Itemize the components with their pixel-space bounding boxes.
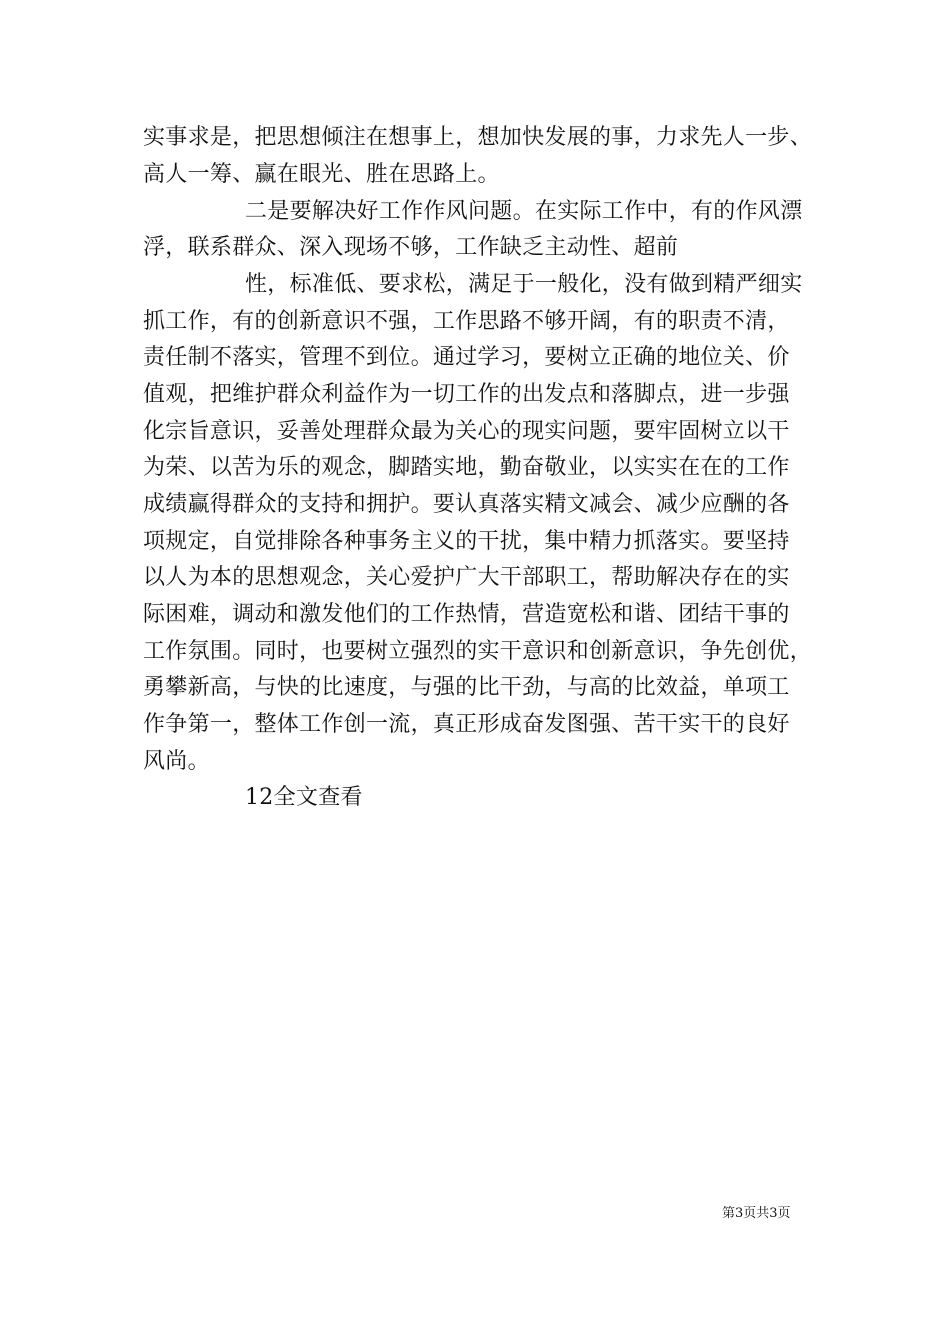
body-line-12: 项规定，自觉排除各种事务主义的干扰，集中精力抓落实。要坚持 bbox=[143, 529, 790, 554]
body-line-14: 际困难，调动和激发他们的工作热情，营造宽松和谐、团结干事的 bbox=[143, 602, 790, 627]
body-line-8: 值观，把维护群众利益作为一切工作的出发点和落脚点，进一步强 bbox=[143, 382, 790, 407]
body-line-13: 以人为本的思想观念，关心爱护广大干部职工，帮助解决存在的实 bbox=[143, 565, 790, 590]
body-line-2: 高人一筹、赢在眼光、胜在思路上。 bbox=[143, 162, 500, 187]
body-line-6: 抓工作，有的创新意识不强，工作思路不够开阔，有的职责不清， bbox=[143, 309, 790, 334]
body-line-4: 浮，联系群众、深入现场不够，工作缺乏主动性、超前 bbox=[143, 235, 679, 260]
page-number: 第3页共3页 bbox=[722, 1206, 791, 1221]
body-line-15: 工作氛围。同时，也要树立强烈的实干意识和创新意识，争先创优， bbox=[143, 639, 813, 664]
read-full-text-link[interactable]: 12全文查看 bbox=[245, 785, 363, 810]
body-line-1: 实事求是，把思想倾注在想事上，想加快发展的事，力求先人一步、 bbox=[143, 125, 813, 150]
body-line-9: 化宗旨意识，妥善处理群众最为关心的现实问题，要牢固树立以干 bbox=[143, 419, 790, 444]
body-line-10: 为荣、以苦为乐的观念，脚踏实地，勤奋敬业，以实实在在的工作 bbox=[143, 455, 790, 480]
body-line-5: 性，标准低、要求松，满足于一般化，没有做到精严细实 bbox=[245, 272, 803, 297]
body-line-17: 作争第一，整体工作创一流，真正形成奋发图强、苦干实干的良好 bbox=[143, 712, 790, 737]
body-line-3: 二是要解决好工作作风问题。在实际工作中，有的作风漂 bbox=[245, 199, 803, 224]
body-line-18: 风尚。 bbox=[143, 749, 210, 774]
body-line-7: 责任制不落实，管理不到位。通过学习，要树立正确的地位关、价 bbox=[143, 345, 790, 370]
body-line-16: 勇攀新高，与快的比速度，与强的比干劲，与高的比效益，单项工 bbox=[143, 675, 790, 700]
body-line-11: 成绩赢得群众的支持和拥护。要认真落实精文减会、减少应酬的各 bbox=[143, 492, 790, 517]
